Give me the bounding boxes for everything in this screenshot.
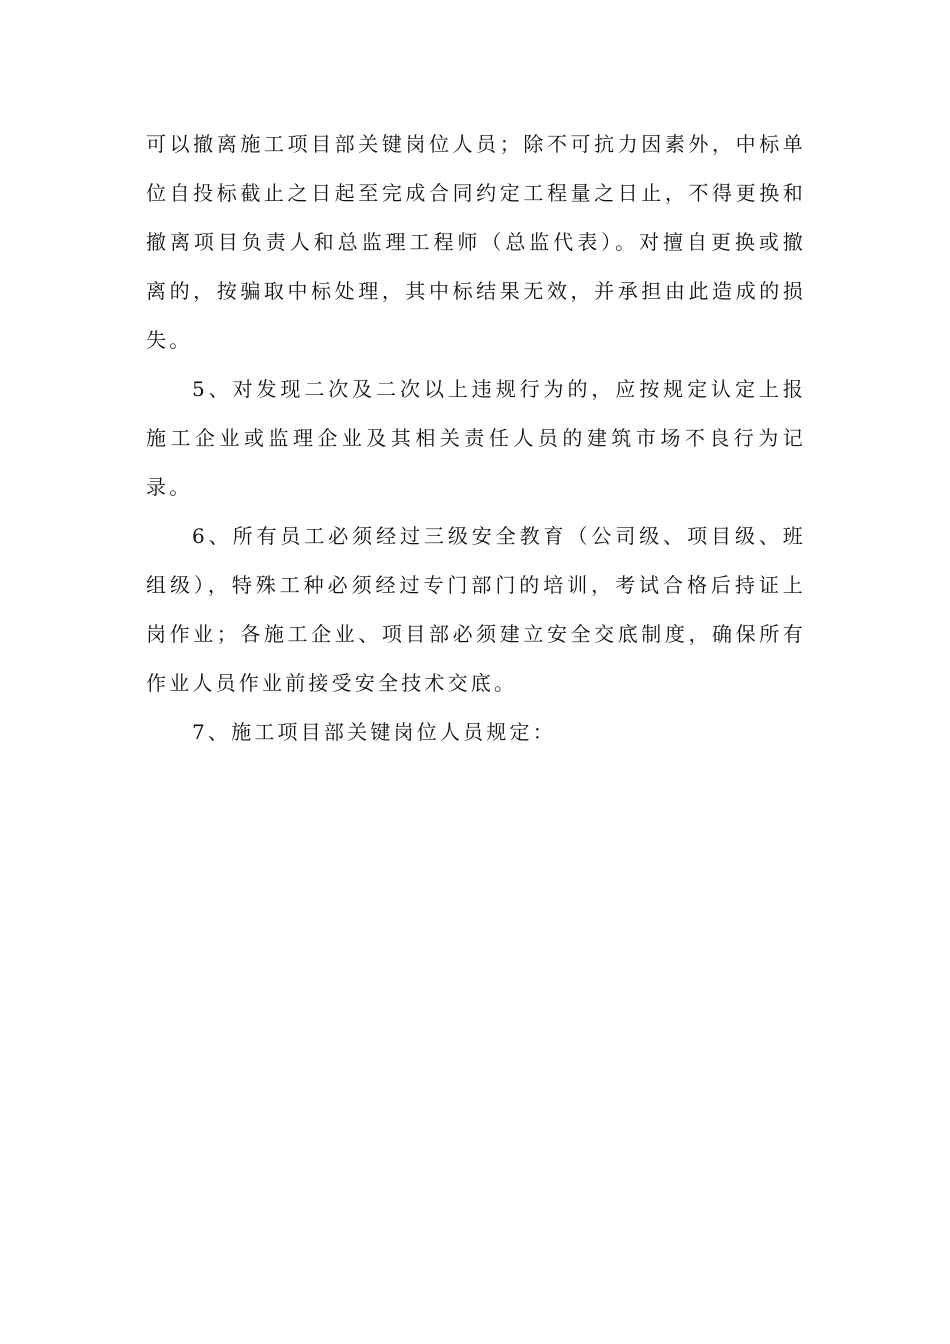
paragraph-item-5: 5、对发现二次及二次以上违规行为的，应按规定认定上报施工企业或监理企业及其相关责任人员的建筑市场不良行为记录。: [146, 377, 806, 499]
paragraph-item-7: 7、施工项目部关键岗位人员规定：: [192, 720, 556, 744]
paragraph-item-6: 6、所有员工必须经过三级安全教育（公司级、项目级、班组级），特殊工种必须经过专门部门的培训，考试合格后持证上岗作业；各施工企业、项目部必须建立安全交底制度，确保所有作业人员作业前接受安全技术交底。: [146, 524, 806, 695]
paragraph-continuation: 可以撤离施工项目部关键岗位人员；除不可抗力因素外，中标单位自投标截止之日起至完成合同约定工程量之日止，不得更换和撤离项目负责人和总监理工程师（总监代表）。对擅自更换或撤离的，按骗取中标处理，其中标结果无效，并承担由此造成的损失。: [146, 132, 806, 352]
document-body: [146, 120, 806, 757]
